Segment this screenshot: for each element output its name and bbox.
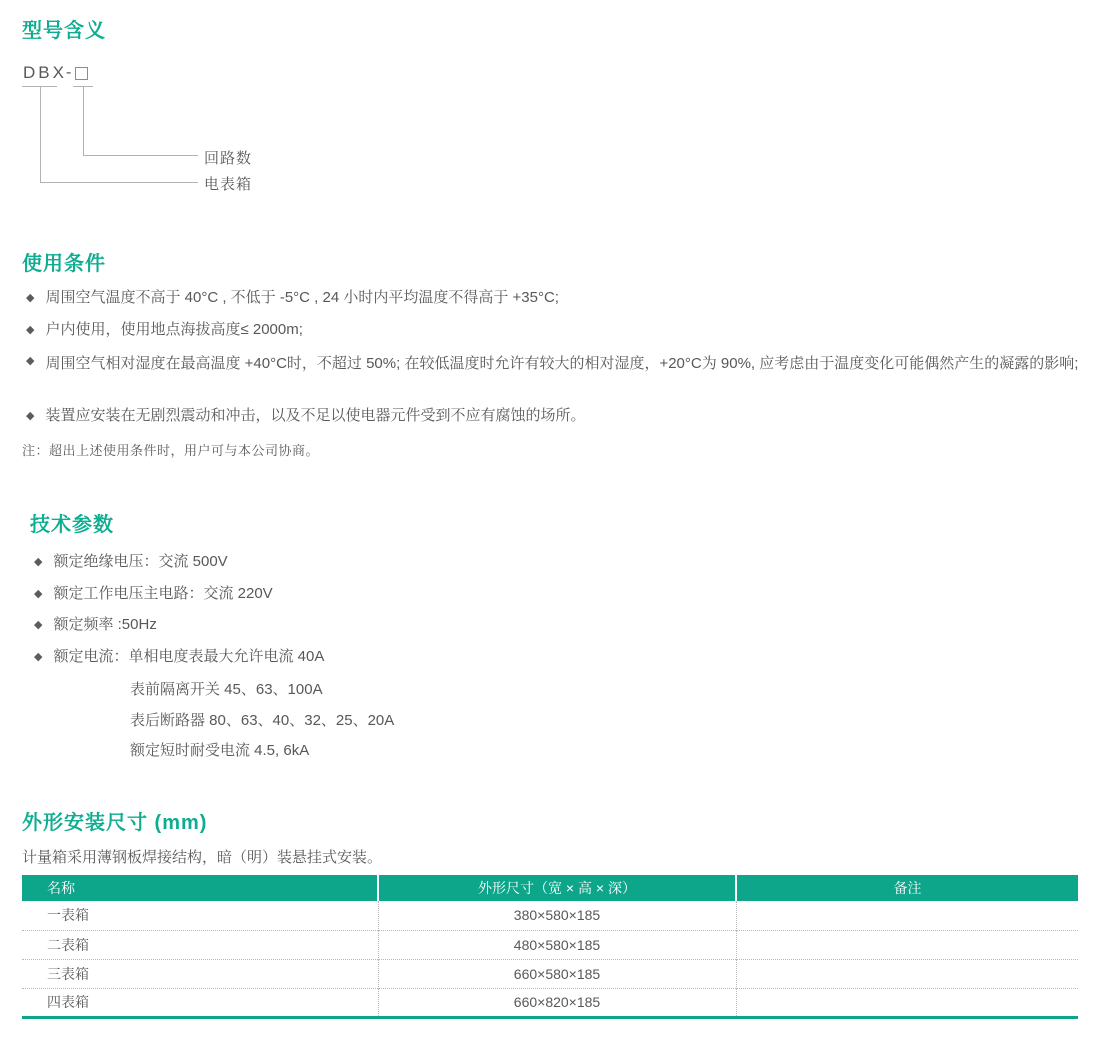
tech-bullet-text: 额定电流：单相电度表最大允许电流 40A: [53, 648, 325, 665]
usage-bullet-text: 户内使用，使用地点海拔高度≤ 2000m;: [45, 321, 303, 338]
tech-bullet-text: 额定绝缘电压：交流 500V: [53, 553, 228, 570]
diamond-bullet-icon: ◆: [26, 324, 35, 336]
diamond-bullet-icon: ◆: [26, 292, 35, 304]
tech-bullet-4: [34, 647, 324, 667]
cell-name: 二表箱: [22, 930, 378, 959]
dimensions-table: [22, 875, 1078, 1019]
usage-bullet-1: [26, 288, 1078, 308]
cell-name: 一表箱: [47, 907, 89, 924]
tech-bullet-3: [34, 615, 157, 635]
diagram-vline-circuits: [83, 87, 84, 155]
diagram-hline-meterbox: [40, 182, 198, 183]
tech-bullet-2: [34, 584, 273, 604]
diamond-bullet-icon: ◆: [34, 651, 43, 663]
table-row: [22, 901, 1078, 930]
cell-name: 三表箱: [22, 959, 378, 988]
cell-size: 380×580×185: [378, 901, 736, 930]
table-row: [22, 959, 1078, 988]
diamond-bullet-icon: ◆: [34, 588, 43, 600]
cell-size: 660×820×185: [378, 988, 736, 1017]
usage-bullet-4: [26, 406, 1078, 426]
label-meter-box: 电表箱: [204, 176, 253, 193]
tech-bullet-text: 额定频率 :50Hz: [53, 616, 157, 633]
usage-bullet-text: 装置应安装在无剧烈震动和冲击，以及不足以使电器元件受到不应有腐蚀的场所。: [45, 407, 586, 424]
table-header-size: 外形尺寸（宽 × 高 × 深）: [378, 875, 736, 901]
table-header-remark: 备注: [736, 875, 1078, 901]
dimensions-section-title: 外形安装尺寸 (mm): [22, 812, 208, 834]
cell-remark: [736, 988, 1078, 1017]
table-header-row: [22, 875, 1078, 901]
tech-sub-line-3: 额定短时耐受电流 4.5, 6kA: [130, 742, 310, 759]
label-circuit-count: 回路数: [204, 150, 253, 167]
usage-note: 注：超出上述使用条件时，用户可与本公司协商。: [22, 443, 320, 458]
table-row: [22, 988, 1078, 1017]
diamond-bullet-icon: ◆: [26, 410, 35, 422]
tech-sub-line-2: 表后断路器 80、63、40、32、25、20A: [130, 712, 395, 729]
cell-remark: [736, 959, 1078, 988]
usage-bullet-3: [26, 351, 1082, 377]
table-header-name: 名称: [22, 875, 378, 901]
diamond-bullet-icon: ◆: [34, 619, 43, 631]
tech-section-title: 技术参数: [30, 514, 114, 536]
cell-name: 四表箱: [22, 988, 378, 1017]
usage-bullet-2: [26, 320, 1078, 340]
model-dash: -: [66, 64, 72, 81]
model-placeholder-square-icon: [75, 67, 88, 80]
tech-bullet-1: [34, 552, 228, 572]
usage-bullet-text: 周围空气相对湿度在最高温度 +40°C时，不超过 50%; 在较低温度时允许有较大的相对湿度，+20°C为 90%, 应考虑由于温度变化可能偶然产生的凝露的影响;: [45, 355, 1079, 372]
usage-section-title: 使用条件: [22, 253, 106, 275]
diagram-hline-circuits: [83, 155, 198, 156]
diamond-bullet-icon: ◆: [34, 556, 43, 568]
usage-bullet-text: 周围空气温度不高于 40°C , 不低于 -5°C , 24 小时内平均温度不得高于 +35°C;: [45, 289, 559, 306]
model-code: DBX: [23, 63, 67, 82]
tech-bullet-text: 额定工作电压主电路：交流 220V: [53, 585, 273, 602]
cell-remark: [736, 901, 1078, 930]
cell-size: 480×580×185: [378, 930, 736, 959]
cell-remark: [736, 930, 1078, 959]
model-section-title: 型号含义: [22, 20, 106, 42]
tech-sub-line-1: 表前隔离开关 45、63、100A: [130, 681, 323, 698]
dimensions-description: 计量箱采用薄钢板焊接结构，暗（明）装悬挂式安装。: [22, 849, 383, 866]
diagram-vline-meterbox: [40, 87, 41, 182]
cell-size: 660×580×185: [378, 959, 736, 988]
table-row: [22, 930, 1078, 959]
diamond-bullet-icon: ◆: [26, 355, 35, 367]
